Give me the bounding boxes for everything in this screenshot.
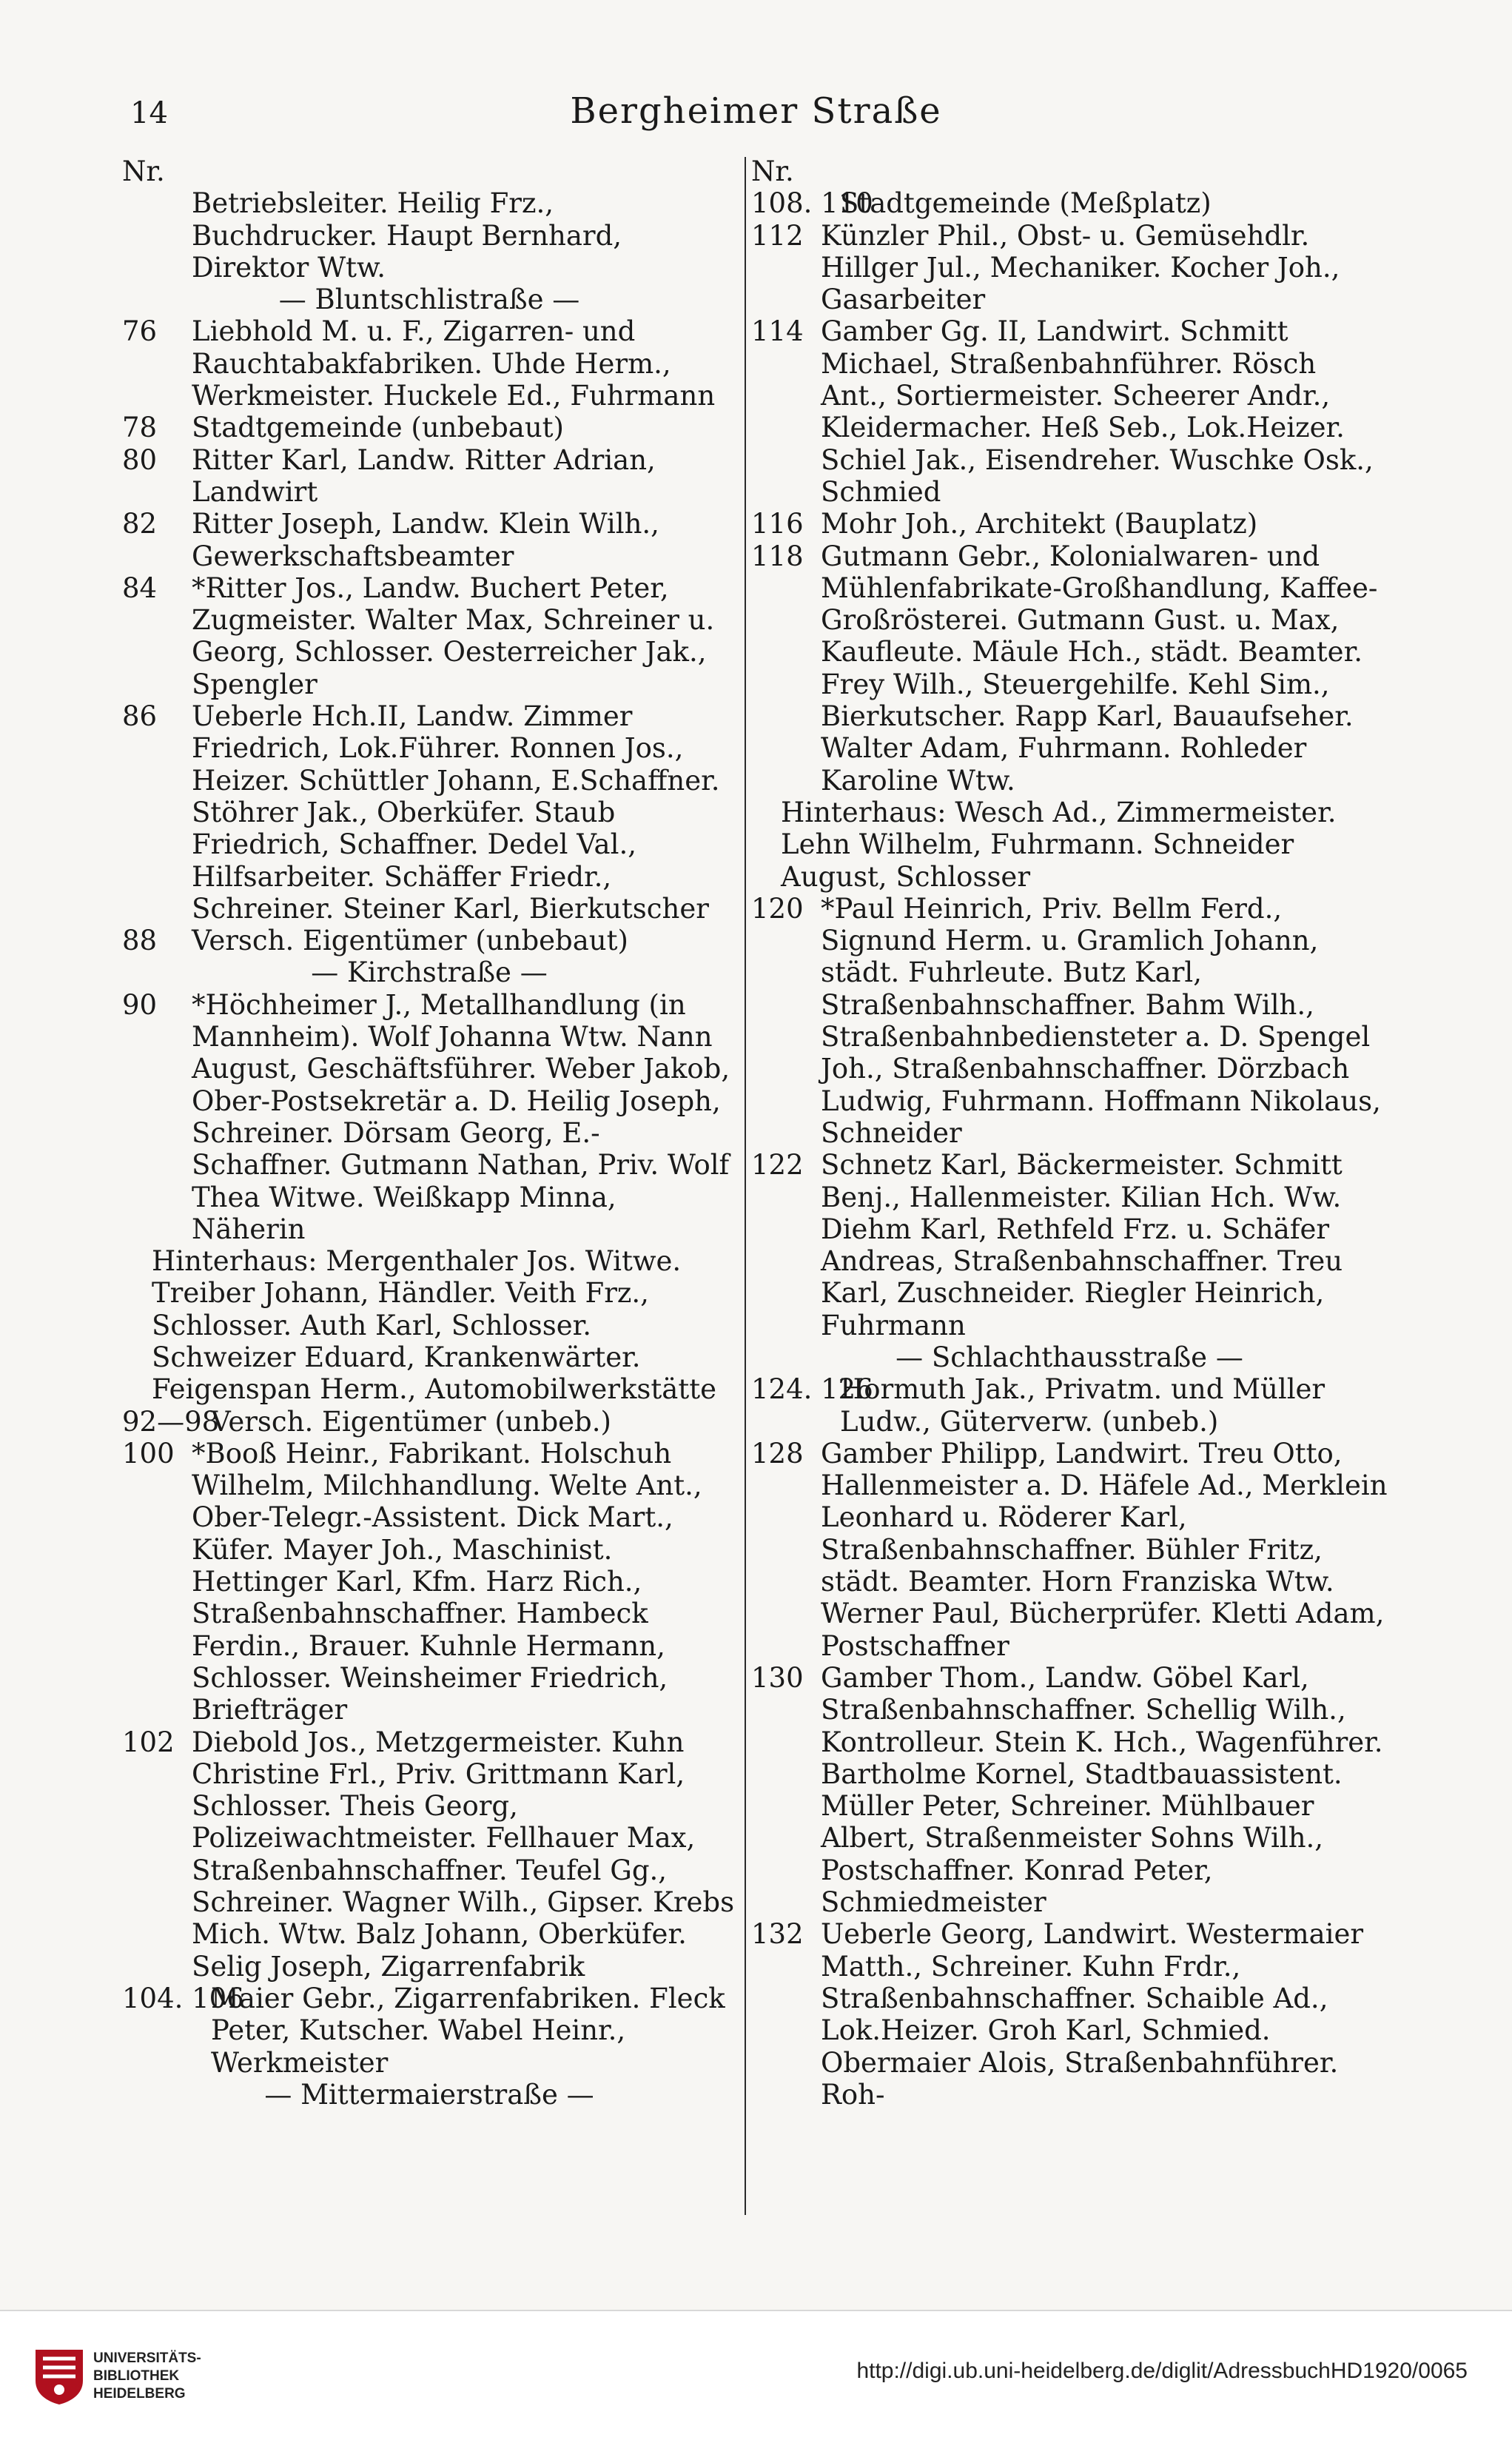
entry-text: Künzler Phil., Obst- u. Gemüsehdlr. Hillger Jul., Mechaniker. Kocher Joh., Gasarbeiter bbox=[821, 219, 1340, 316]
entry-text: *Booß Heinr., Fabrikant. Holschuh Wilhelm, Milchhandlung. Welte Ant., Ober-Telegr.-Assistent. Dick Mart., Küfer. Mayer Joh., Maschinist. Hettinger Karl, Kfm. Harz Rich., Straßenbahnschaffner. Hambeck Ferdin., Brauer. Kuhnle Hermann, Schlosser. Weinsheimer Friedrich, Briefträger bbox=[192, 1437, 702, 1726]
entry-text: Gutmann Gebr., Kolonialwaren- und Mühlenfabrikate-Großhandlung, Kaffee-Großrösterei. Gutmann Gust. u. Max, Kaufleute. Mäule Hch., städt. Beamter. Frey Wilh., Steuergehilfe. Kehl Sim., Bierkutscher. Rapp Karl, Bauaufseher. Walter Adam, Fuhrmann. Rohleder Karoline Wtw. bbox=[821, 540, 1378, 797]
house-number: 112 bbox=[751, 219, 804, 252]
address-entry bbox=[751, 893, 1388, 1149]
library-line: BIBLIOTHEK bbox=[93, 2368, 180, 2384]
house-number: 102 bbox=[122, 1726, 175, 1758]
entry-text: Stadtgemeinde (unbebaut) bbox=[192, 412, 564, 444]
left-column bbox=[122, 155, 736, 2111]
house-number: 88 bbox=[122, 925, 158, 957]
house-number: 86 bbox=[122, 700, 158, 733]
entry-text: *Ritter Jos., Landw. Buchert Peter, Zugmeister. Walter Max, Schreiner u. Georg, Schlosser. Oesterreicher Jak., Spengler bbox=[192, 572, 715, 700]
entry-text: — Mittermaierstraße — bbox=[264, 2078, 594, 2111]
address-entry bbox=[751, 540, 1388, 797]
house-number: 120 bbox=[751, 892, 804, 925]
entry-text: Maier Gebr., Zigarrenfabriken. Fleck Peter, Kutscher. Wabel Heinr., Werkmeister bbox=[211, 1982, 725, 2079]
house-number: 76 bbox=[122, 315, 158, 348]
house-number: 92—98 bbox=[122, 1405, 220, 1438]
entry-text: Hinterhaus: Mergenthaler Jos. Witwe. Treiber Johann, Händler. Veith Frz., Schlosser. Auth Karl, Schlosser. Schweizer Eduard, Krankenwärter. Feigenspan Herm., Automobilwerkstätte bbox=[152, 1245, 716, 1406]
entry-text: Ritter Joseph, Landw. Klein Wilh., Gewerkschaftsbeamter bbox=[192, 508, 659, 572]
entry-text: Diebold Jos., Metzgermeister. Kuhn Christine Frl., Priv. Grittmann Karl, Schlosser. Theis Georg, Polizeiwachtmeister. Fellhauer Max, Straßenbahnschaffner. Teufel Gg., Schreiner. Wagner Wilh., Gipser. Krebs Mich. Wtw. Balz Johann, Oberküfer. Selig Joseph, Zigarrenfabrik bbox=[192, 1726, 735, 1983]
house-number: 108. 110 bbox=[751, 187, 873, 220]
entry-text: Hormuth Jak., Privatm. und Müller Ludw., Güterverw. (unbeb.) bbox=[840, 1373, 1325, 1438]
address-entry bbox=[122, 700, 736, 925]
house-number: 82 bbox=[122, 508, 158, 540]
source-url-link[interactable]: http://digi.ub.uni-heidelberg.de/diglit/AdressbuchHD1920/0065 bbox=[856, 2359, 1468, 2383]
house-number: 114 bbox=[751, 315, 804, 348]
address-entry bbox=[122, 989, 736, 1245]
address-entry bbox=[751, 797, 1388, 893]
column-divider bbox=[745, 157, 746, 2215]
house-number: 130 bbox=[751, 1661, 804, 1694]
library-seal-icon bbox=[33, 2345, 86, 2406]
address-entry bbox=[751, 508, 1388, 540]
entry-text: Hinterhaus: Wesch Ad., Zimmermeister. Lehn Wilhelm, Fuhrmann. Schneider August, Schlosser bbox=[781, 796, 1337, 893]
street-heading bbox=[122, 284, 736, 315]
street-heading bbox=[751, 1341, 1388, 1373]
entry-text: — Schlachthausstraße — bbox=[896, 1341, 1243, 1373]
address-entry bbox=[751, 1438, 1388, 1662]
entry-text: Gamber Gg. II, Landwirt. Schmitt Michael, Straßenbahnführer. Rösch Ant., Sortiermeister. Scheerer Andr., Kleidermacher. Heß Seb., Lok.Heizer. Schiel Jak., Eisendreher. Wuschke Osk., Schmied bbox=[821, 315, 1374, 508]
entry-text: Versch. Eigentümer (unbeb.) bbox=[211, 1405, 611, 1438]
entry-text: Gamber Thom., Landw. Göbel Karl, Straßenbahnschaffner. Schellig Wilh., Kontrolleur. Stein K. Hch., Wagenführer. Bartholme Kornel, Stadtbauassistent. Müller Peter, Schreiner. Mühlbauer Albert, Straßenmeister Sohns Wilh., Postschaffner. Konrad Peter, Schmiedmeister bbox=[821, 1661, 1383, 1919]
house-number: 116 bbox=[751, 508, 804, 540]
entry-text: Gamber Philipp, Landwirt. Treu Otto, Hallenmeister a. D. Häfele Ad., Merklein Leonhard u. Röderer Karl, Straßenbahnschaffner. Bühler Fritz, städt. Beamter. Horn Franziska Wtw. Werner Paul, Bücherprüfer. Kletti Adam, Postschaffner bbox=[821, 1437, 1388, 1662]
house-number: 124. 126 bbox=[751, 1373, 873, 1406]
house-number: 122 bbox=[751, 1149, 804, 1182]
entry-text: Ueberle Hch.II, Landw. Zimmer Friedrich, Lok.Führer. Ronnen Jos., Heizer. Schüttler Johann, E.Schaffner. Stöhrer Jak., Oberküfer. Staub Friedrich, Schaffner. Dedel Val., Hilfsarbeiter. Schäffer Friedr., Schreiner. Steiner Karl, Bierkutscher bbox=[192, 700, 720, 925]
address-entry bbox=[122, 187, 736, 284]
address-entry bbox=[122, 1245, 736, 1405]
street-heading bbox=[122, 2079, 736, 2111]
entry-text: Liebhold M. u. F., Zigarren- und Rauchtabakfabriken. Uhde Herm., Werkmeister. Huckele Ed., Fuhrmann bbox=[192, 315, 716, 412]
address-entry bbox=[751, 1662, 1388, 1918]
address-entry bbox=[751, 315, 1388, 508]
house-number: 132 bbox=[751, 1918, 804, 1951]
right-column-header: Nr. bbox=[751, 155, 794, 187]
address-entry bbox=[751, 1373, 1388, 1438]
entry-text: Versch. Eigentümer (unbebaut) bbox=[192, 925, 628, 957]
entry-text: Stadtgemeinde (Meßplatz) bbox=[840, 187, 1212, 220]
address-entry bbox=[122, 1726, 736, 1983]
library-line: UNIVERSITÄTS- bbox=[93, 2350, 201, 2366]
address-entry bbox=[122, 1406, 736, 1438]
house-number: 100 bbox=[122, 1437, 175, 1470]
address-entry bbox=[122, 572, 736, 700]
address-entry bbox=[122, 1438, 736, 1726]
running-title: Bergheimer Straße bbox=[570, 90, 942, 132]
entry-text: Mohr Joh., Architekt (Bauplatz) bbox=[821, 508, 1258, 540]
address-entry bbox=[751, 1149, 1388, 1341]
address-entry bbox=[122, 412, 736, 443]
entry-text: *Paul Heinrich, Priv. Bellm Ferd., Signund Herm. u. Gramlich Johann, städt. Fuhrleute. Butz Karl, Straßenbahnschaffner. Bahm Wilh., Straßenbahnbediensteter a. D. Spengel Joh., Straßenbahnschaffner. Dörzbach Ludwig, Fuhrmann. Hoffmann Nikolaus, Schneider bbox=[821, 892, 1381, 1149]
right-column bbox=[751, 155, 1388, 2111]
library-line: HEIDELBERG bbox=[93, 2386, 186, 2402]
address-entry bbox=[751, 187, 1388, 219]
entry-text: — Kirchstraße — bbox=[311, 956, 548, 989]
entry-text: Betriebsleiter. Heilig Frz., Buchdrucker. Haupt Bernhard, Direktor Wtw. bbox=[192, 187, 622, 284]
address-entry bbox=[122, 1983, 736, 2079]
address-entry bbox=[751, 1918, 1388, 2111]
street-heading bbox=[122, 956, 736, 988]
entry-text: Schnetz Karl, Bäckermeister. Schmitt Benj., Hallenmeister. Kilian Hch. Ww. Diehm Karl, Rethfeld Frz. u. Schäfer Andreas, Straßenbahnschaffner. Treu Karl, Zuschneider. Riegler Heinrich, Fuhrmann bbox=[821, 1149, 1343, 1341]
address-entry bbox=[751, 220, 1388, 316]
house-number: 80 bbox=[122, 443, 158, 476]
address-entry bbox=[122, 444, 736, 509]
house-number: 78 bbox=[122, 412, 158, 444]
left-column-header: Nr. bbox=[122, 155, 165, 187]
house-number: 118 bbox=[751, 540, 804, 572]
library-name bbox=[93, 2350, 201, 2403]
address-entry bbox=[122, 508, 736, 572]
house-number: 84 bbox=[122, 572, 158, 604]
address-entry bbox=[122, 315, 736, 412]
entry-text: Ritter Karl, Landw. Ritter Adrian, Landwirt bbox=[192, 443, 656, 508]
house-number: 90 bbox=[122, 988, 158, 1021]
entry-text: *Höchheimer J., Metallhandlung (in Mannheim). Wolf Johanna Wtw. Nann August, Geschäftsführer. Weber Jakob, Ober-Postsekretär a. D. Heilig Joseph, Schreiner. Dörsam Georg, E.-Schaffner. Gutmann Nathan, Priv. Wolf Thea Witwe. Weißkapp Minna, Näherin bbox=[192, 988, 730, 1245]
address-entry bbox=[122, 925, 736, 956]
page-number: 14 bbox=[130, 96, 168, 130]
entry-text: Ueberle Georg, Landwirt. Westermaier Matth., Schreiner. Kuhn Frdr., Straßenbahnschaffner. Schaible Ad., Lok.Heizer. Groh Karl, Schmied. Obermaier Alois, Straßenbahnführer. Roh- bbox=[821, 1918, 1364, 2111]
house-number: 128 bbox=[751, 1437, 804, 1470]
entry-text: — Bluntschlistraße — bbox=[278, 284, 580, 316]
house-number: 104. 106 bbox=[122, 1982, 244, 2014]
